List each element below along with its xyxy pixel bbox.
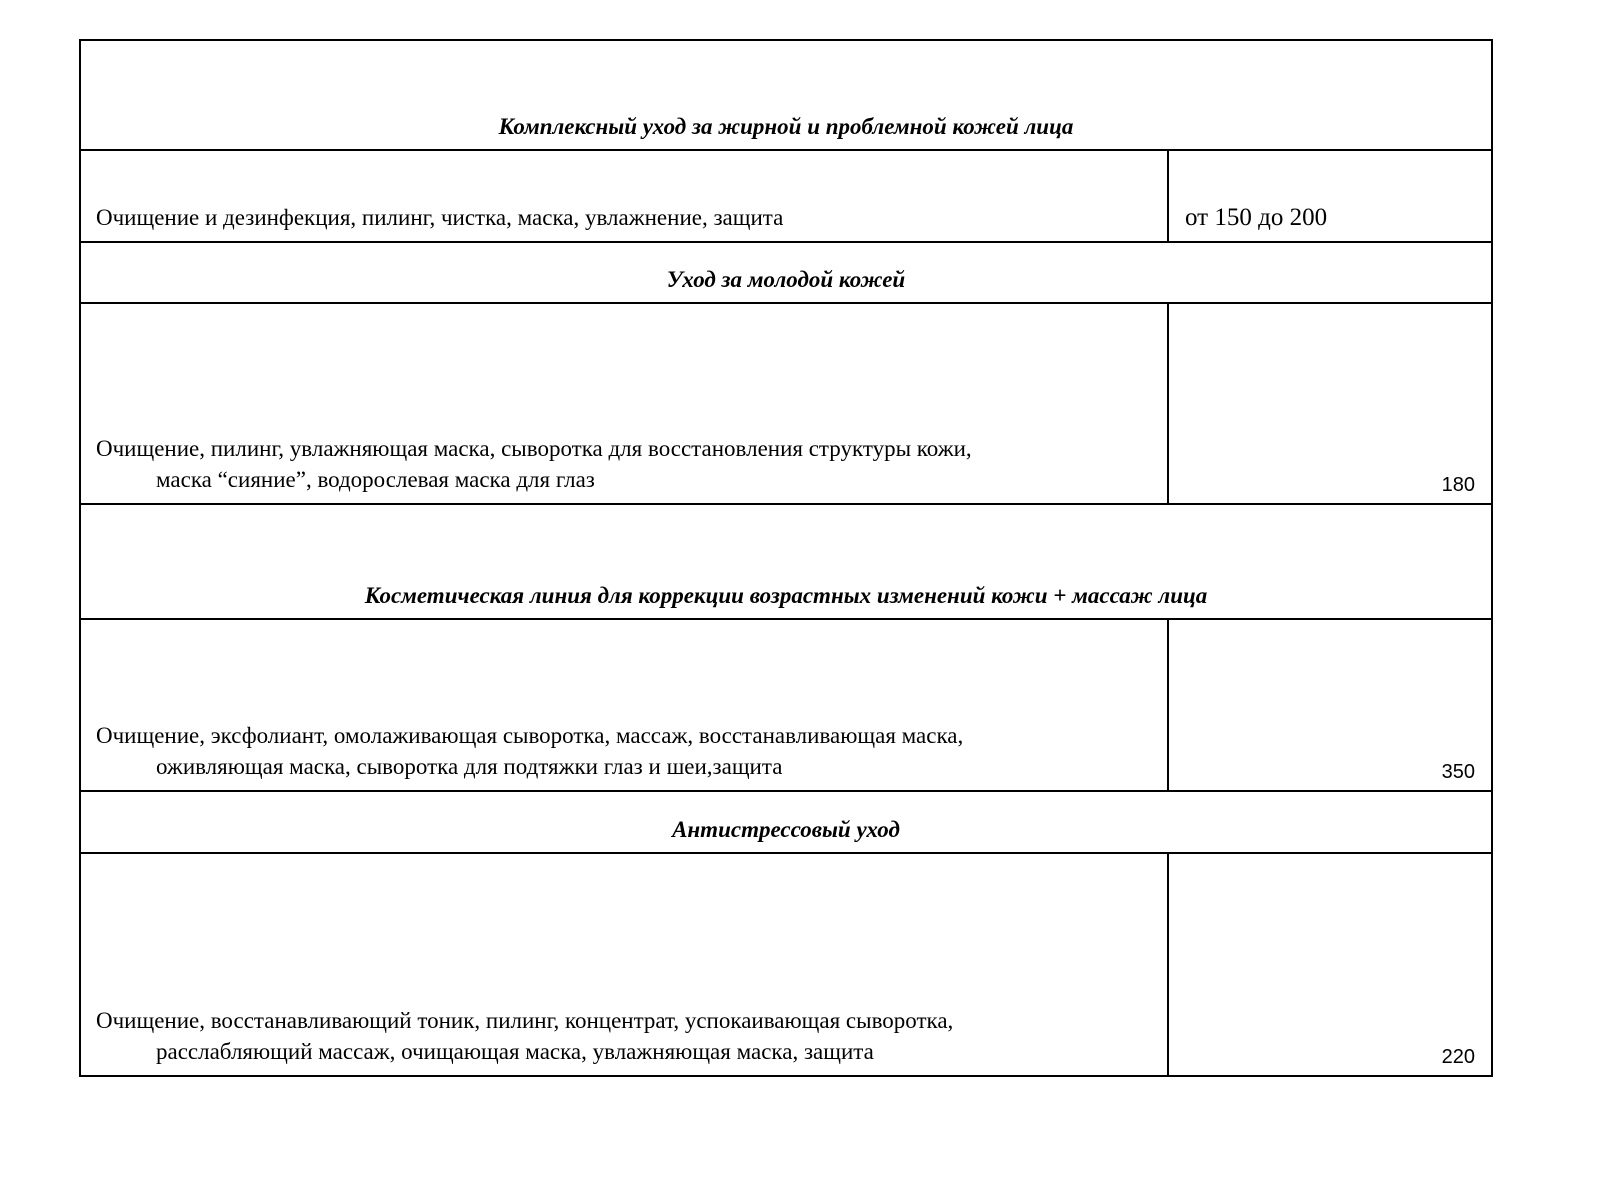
description-line: Очищение, эксфолиант, омолаживающая сыворотка, массаж, восстанавливающая маска, xyxy=(96,723,964,748)
section-title: Комплексный уход за жирной и проблемной кожей лица xyxy=(498,114,1074,139)
price-value: 350 xyxy=(1441,761,1475,783)
service-description xyxy=(81,304,1169,503)
section-title: Уход за молодой кожей xyxy=(666,267,906,292)
section-heading xyxy=(81,243,1491,304)
price-cell xyxy=(1169,151,1491,241)
service-row xyxy=(81,151,1491,243)
price-value: 180 xyxy=(1441,474,1475,496)
section-heading xyxy=(81,505,1491,620)
section-heading xyxy=(81,41,1491,151)
service-row xyxy=(81,304,1491,505)
service-description xyxy=(81,854,1169,1075)
section-title: Косметическая линия для коррекции возрастных изменений кожи + массаж лица xyxy=(364,583,1208,608)
description-line: Очищение, восстанавливающий тоник, пилинг, концентрат, успокаивающая сыворотка, xyxy=(96,1008,954,1033)
price-cell xyxy=(1169,304,1491,503)
section-heading xyxy=(81,792,1491,854)
service-description xyxy=(81,151,1169,241)
price-cell xyxy=(1169,854,1491,1075)
service-row xyxy=(81,854,1491,1075)
description-line: Очищение и дезинфекция, пилинг, чистка, маска, увлажнение, защита xyxy=(96,205,784,230)
price-cell xyxy=(1169,620,1491,790)
service-description xyxy=(81,620,1169,790)
price-value: 220 xyxy=(1441,1046,1475,1068)
service-row xyxy=(81,620,1491,792)
description-line: расслабляющий массаж, очищающая маска, увлажняющая маска, защита xyxy=(156,1039,874,1064)
description-line: оживляющая маска, сыворотка для подтяжки глаз и шеи,защита xyxy=(156,754,783,779)
price-value: от 150 до 200 xyxy=(1185,204,1328,231)
section-title: Антистрессовый уход xyxy=(672,817,900,842)
description-line: маска “сияние”, водорослевая маска для глаз xyxy=(156,467,595,492)
price-table xyxy=(79,39,1493,1077)
description-line: Очищение, пилинг, увлажняющая маска, сыворотка для восстановления структуры кожи, xyxy=(96,436,972,461)
